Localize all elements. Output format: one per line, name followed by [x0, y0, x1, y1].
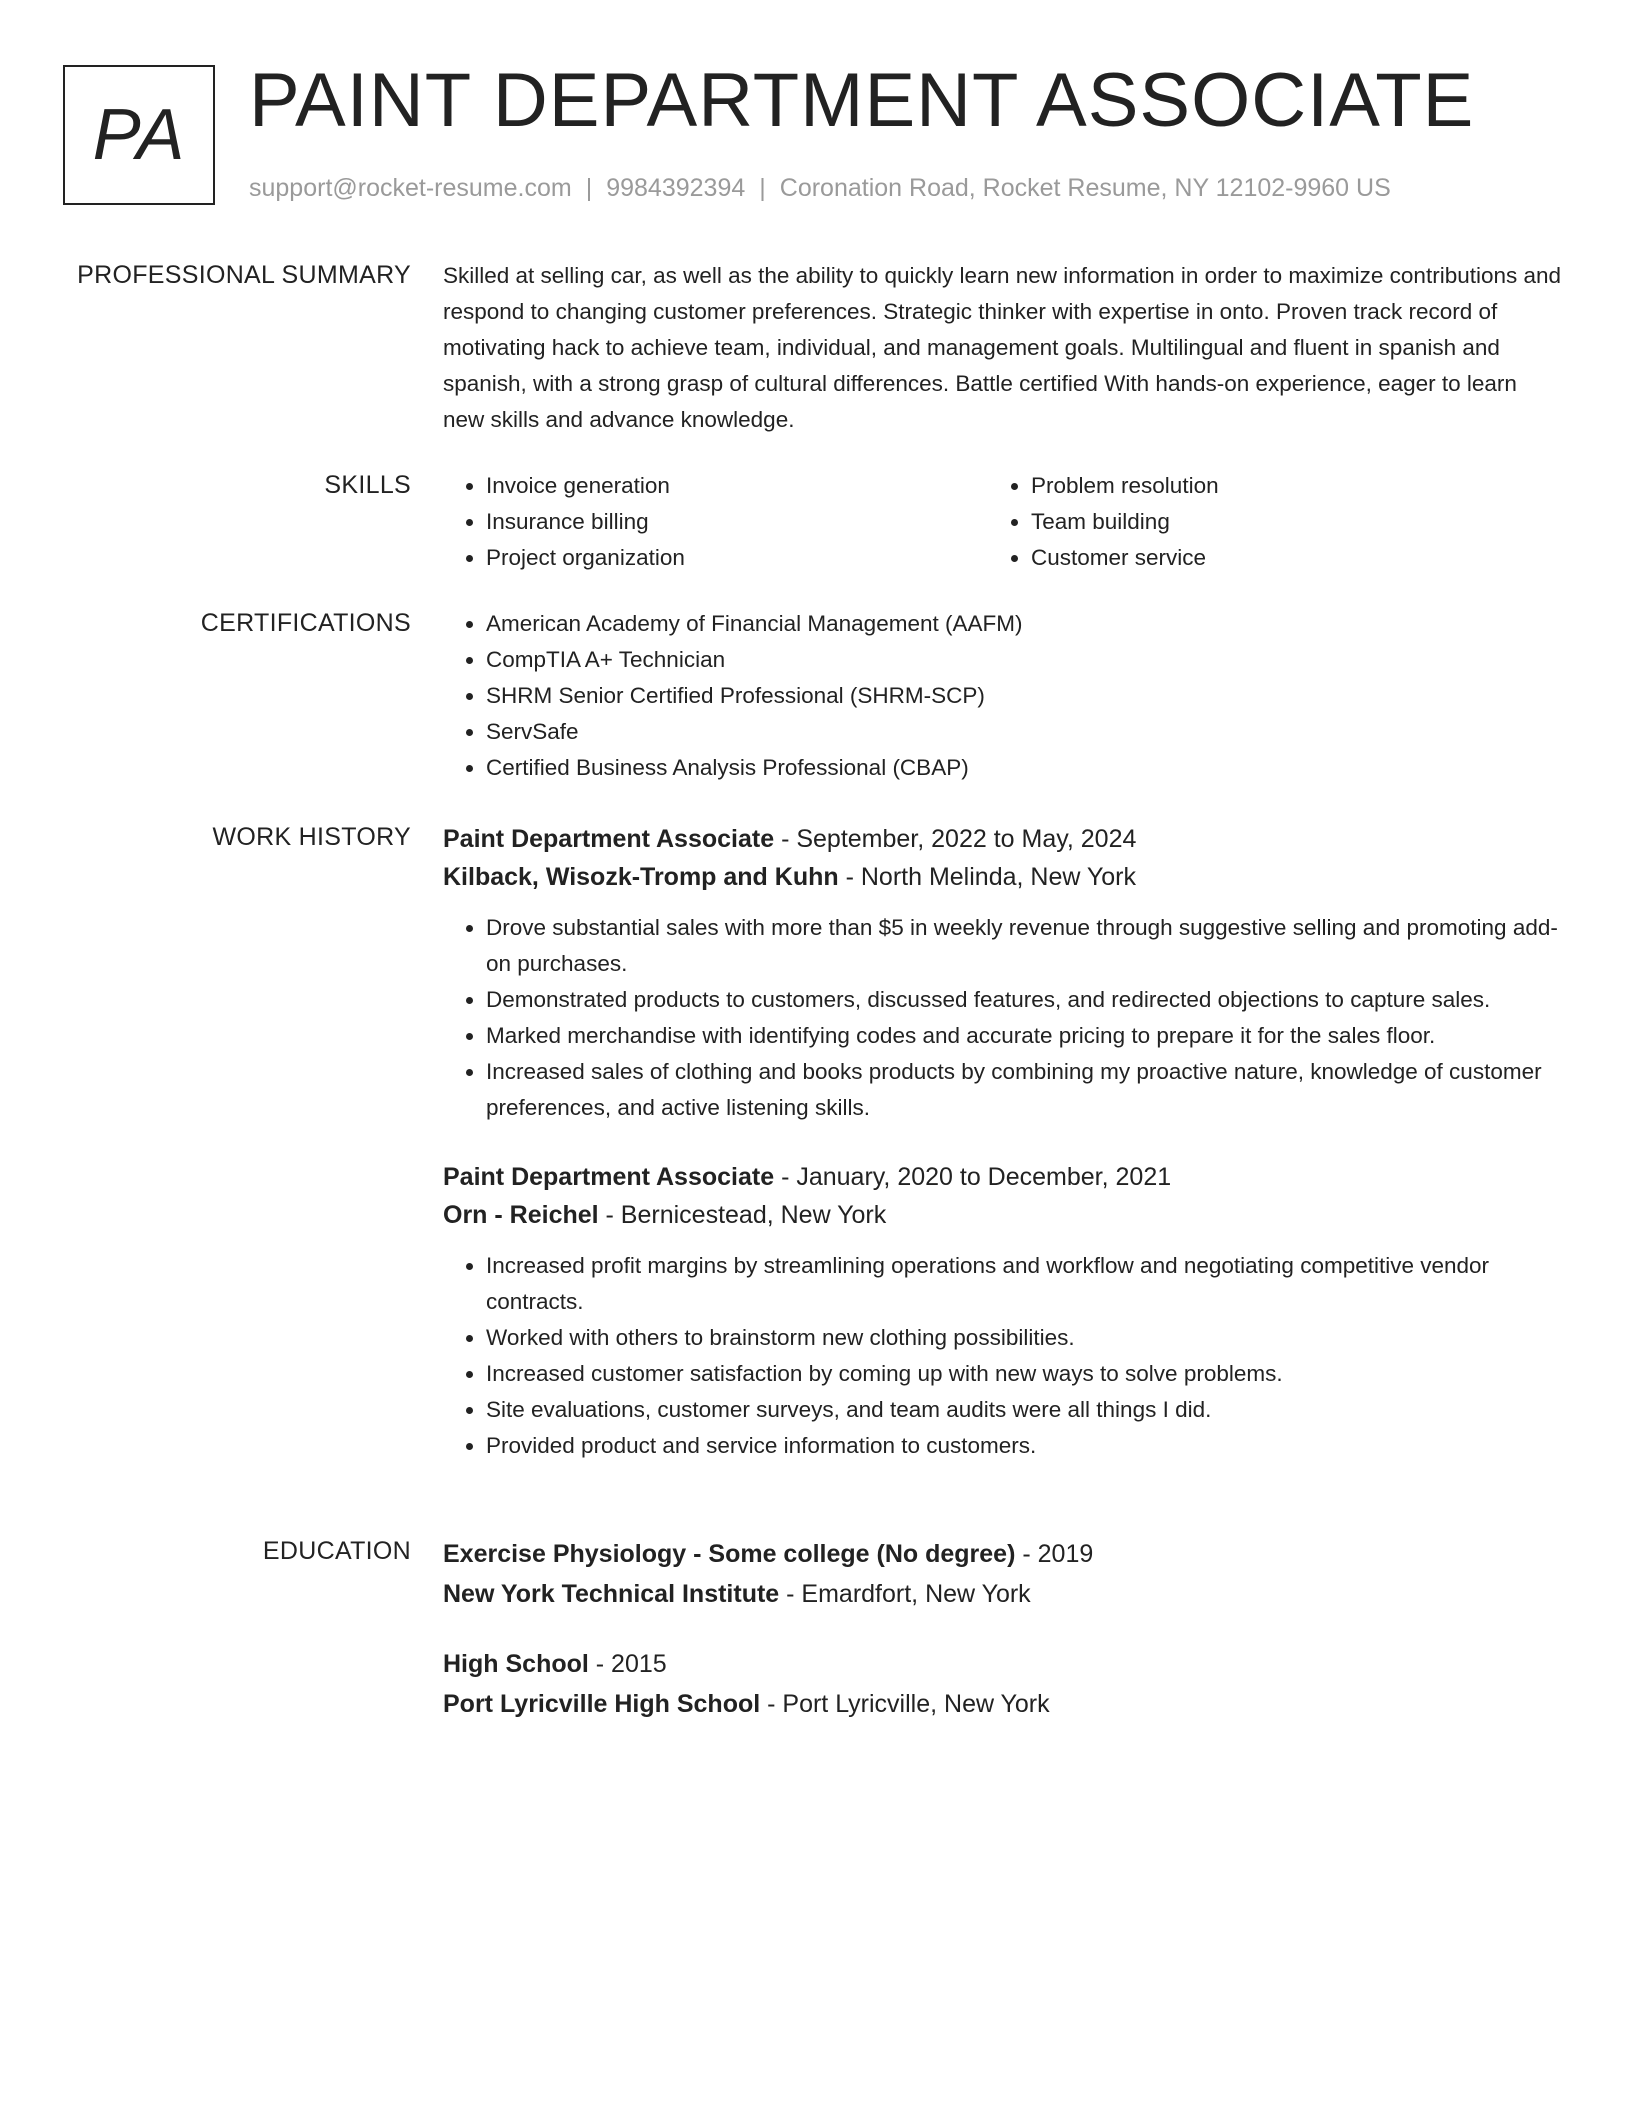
skill-item: • Invoice generation: [486, 468, 988, 504]
job-bullet-list: [443, 910, 1563, 1126]
job-company: Orn - Reichel: [443, 1201, 599, 1229]
skill-item: • Problem resolution: [1031, 468, 1533, 504]
job-bullet: • Site evaluations, customer surveys, and team audits were all things I did.: [486, 1392, 1563, 1428]
contact-address: Coronation Road, Rocket Resume, NY 12102-9960 US: [779, 174, 1391, 202]
skill-item: • Team building: [1031, 504, 1533, 540]
job-bullet: • Increased profit margins by streamlining operations and workflow and negotiating competitive vendor contracts.: [486, 1248, 1563, 1320]
job-dates: - September, 2022 to May, 2024: [774, 825, 1137, 853]
summary-text: Skilled at selling car, as well as the ability to quickly learn new information in order to maximize contributions and respond to changing customer preferences. Strategic thinker with expertise in onto. Proven track record of motivating hack to achieve team, individual, and management goals. Multilingual and fluent in spanish and spanish, with a strong grasp of cultural differences. Battle certified With hands-on experience, eager to learn new skills and advance knowledge.: [443, 263, 1562, 432]
job-bullet: • Demonstrated products to customers, discussed features, and redirected objections to capture sales.: [486, 982, 1563, 1018]
job-entry: [443, 1158, 1563, 1464]
certifications-label: CERTIFICATIONS: [200, 609, 411, 637]
skill-item: • Project organization: [486, 540, 988, 576]
education-location: - Port Lyricville, New York: [760, 1690, 1050, 1718]
monogram-box: [63, 65, 215, 205]
skills-list-right: [988, 468, 1533, 576]
education-degree: Exercise Physiology - Some college (No degree): [443, 1540, 1016, 1568]
job-title: Paint Department Associate: [443, 1163, 775, 1191]
resume-title: PAINT DEPARTMENT ASSOCIATE: [249, 58, 1475, 143]
certification-item: • ServSafe: [486, 714, 1563, 750]
skills-label: SKILLS: [324, 471, 411, 499]
skills-column-right: [988, 468, 1533, 576]
skills-list-left: [443, 468, 988, 576]
contact-phone: 9984392394: [606, 174, 746, 202]
skill-item: • Insurance billing: [486, 504, 988, 540]
certifications-body: [443, 606, 1563, 786]
job-entry: [443, 820, 1563, 1126]
certification-item: • Certified Business Analysis Professional (CBAP): [486, 750, 1563, 786]
education-degree-line: [443, 1534, 1563, 1574]
job-dates: - January, 2020 to December, 2021: [774, 1163, 1172, 1191]
education-degree-line: [443, 1644, 1563, 1684]
job-company: Kilback, Wisozk-Tromp and Kuhn: [443, 863, 839, 891]
job-company-line: [443, 1196, 1563, 1234]
job-bullet: • Marked merchandise with identifying codes and accurate pricing to prepare it for the sales floor.: [486, 1018, 1563, 1054]
certification-item: • American Academy of Financial Management (AAFM): [486, 606, 1563, 642]
job-bullet-list: [443, 1248, 1563, 1464]
education-location: - Emardfort, New York: [779, 1580, 1031, 1608]
education-body: [443, 1534, 1563, 1724]
work-history-label: WORK HISTORY: [212, 823, 411, 851]
certification-item: • CompTIA A+ Technician: [486, 642, 1563, 678]
job-bullet: • Increased sales of clothing and books products by combining my proactive nature, knowledge of customer preferences, and active listening skills.: [486, 1054, 1563, 1126]
job-location: - Bernicestead, New York: [598, 1201, 887, 1229]
summary-label: PROFESSIONAL SUMMARY: [77, 261, 411, 289]
job-bullet: • Increased customer satisfaction by coming up with new ways to solve problems.: [486, 1356, 1563, 1392]
contact-separator: |: [759, 174, 766, 202]
skill-item: • Customer service: [1031, 540, 1533, 576]
job-title-line: [443, 820, 1563, 858]
education-year: - 2015: [588, 1650, 667, 1678]
education-school: New York Technical Institute: [443, 1580, 780, 1608]
work-history-body: [443, 820, 1563, 1464]
education-degree: High School: [443, 1650, 589, 1678]
certifications-list: [443, 606, 1563, 786]
certification-item: • SHRM Senior Certified Professional (SHRM-SCP): [486, 678, 1563, 714]
education-year: - 2019: [1015, 1540, 1094, 1568]
skills-column-left: [443, 468, 988, 576]
contact-email: support@rocket-resume.com: [249, 174, 572, 202]
monogram-initials: PA: [92, 95, 186, 175]
education-school-line: [443, 1574, 1563, 1614]
skills-grid: [443, 468, 1563, 576]
contact-separator: |: [585, 174, 593, 202]
education-entry: [443, 1644, 1563, 1724]
job-bullet: • Worked with others to brainstorm new clothing possibilities.: [486, 1320, 1563, 1356]
summary-body: [443, 258, 1563, 438]
contact-line: [249, 172, 1391, 204]
job-title-line: [443, 1158, 1563, 1196]
job-title: Paint Department Associate: [443, 825, 775, 853]
skills-body: [443, 468, 1563, 576]
job-company-line: [443, 858, 1563, 896]
education-school: Port Lyricville High School: [443, 1690, 761, 1718]
job-location: - North Melinda, New York: [838, 863, 1137, 891]
job-bullet: • Drove substantial sales with more than $5 in weekly revenue through suggestive selling and promoting add-on purchases.: [486, 910, 1563, 982]
education-label: EDUCATION: [262, 1537, 411, 1565]
education-entry: [443, 1534, 1563, 1614]
education-school-line: [443, 1684, 1563, 1724]
job-bullet: • Provided product and service information to customers.: [486, 1428, 1563, 1464]
